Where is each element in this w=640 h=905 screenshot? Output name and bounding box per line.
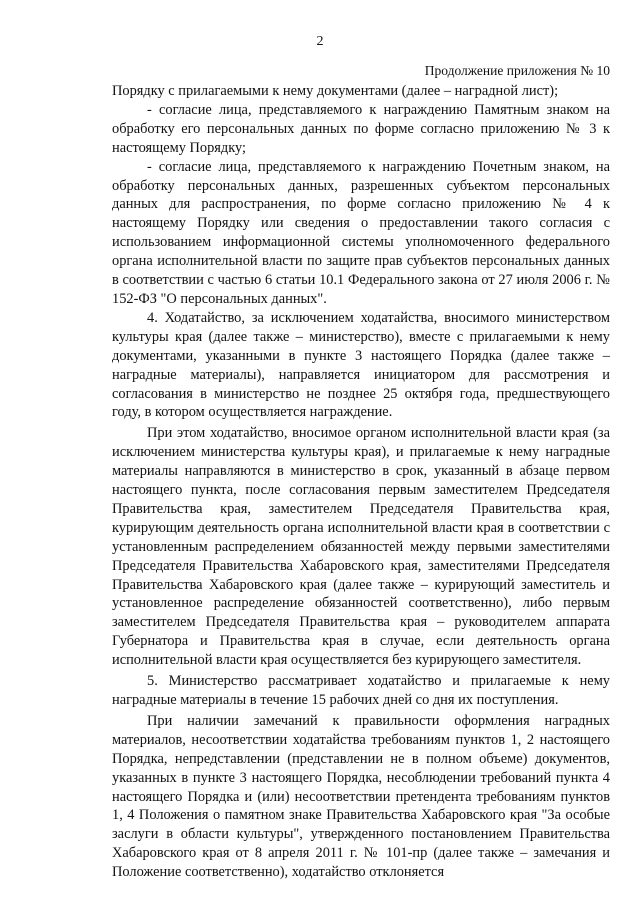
paragraph-consent-honorary-sign: - согласие лица, представляемого к награждению Почетным знаком, на обработку персональных данных, разрешенных субъектом персональных данных для распространения, по форме согласно приложению № 4 к настоящему Порядку или сведения о предоставлении такого согласия с использованием информационной системы уполномоченного федерального органа исполнительной власти по защите прав субъектов персональных данных в соответствии с частью 6 статьи 10.1 Федерального закона от 27 июля 2006 г. № 152-ФЗ "О персональных данных". <box>112 158 610 307</box>
paragraph-consent-memorial-sign: - согласие лица, представляемого к награждению Памятным знаком на обработку его персональных данных по форме согласно приложению № 3 к настоящему Порядку; <box>112 101 610 156</box>
paragraph-item-4-approval: При этом ходатайство, вносимое органом исполнительной власти края (за исключением министерства культуры края), и прилагаемые к нему наградные материалы направляются в министерство в срок, указанный в абзаце первом настоящего пункта, после согласования первым заместителем Председателя Правительства края, заместителем Председателя Правительства края, курирующим деятельность органа исполнительной власти края в соответствии с установленным распределением обязанностей между первыми заместителями Председателя Правительства Хабаровского края, заместителями Председателя Правительства Хабаровского края (далее также – курирующий заместитель и установленное распределение обязанностей соответственно), либо первым заместителем Председателя Правительства края – руководителем аппарата Губернатора и Правительства края в случае, если деятельность органа исполнительной власти края осуществляется без курирующего заместителя. <box>112 425 610 669</box>
paragraph-continuation: Порядку с прилагаемыми к нему документами (далее – наградной лист); <box>112 83 559 99</box>
appendix-continuation-note: Продолжение приложения № 10 <box>424 63 610 78</box>
paragraph-item-5-remarks: При наличии замечаний к правильности оформления наградных материалов, несоответствии ходатайства требованиям пунктов 1, 2 настоящего Порядка, непредставлении (представлении не в полном объеме) документов, указанных в пункте 3 настоящего Порядка, несоблюдении требований пункта 4 настоящего Порядка и (или) несоответствии претендента требованиям пунктов 1, 4 Положения о памятном знаке Правительства Хабаровского края "За особые заслуги в области культуры", утвержденного постановлением Правительства Хабаровского края от 8 апреля 2011 г. № 101-пр (далее также – замечания и Положение соответственно), ходатайство отклоняется <box>112 712 610 881</box>
paragraph-item-4: 4. Ходатайство, за исключением ходатайства, вносимого министерством культуры края (далее также – министерство), вместе с прилагаемыми к нему документами, указанными в пункте 3 настоящего Порядка (далее также – наградные материалы), направляется инициатором для рассмотрения и согласования в министерство не позднее 25 октября года, предшествующего году, в котором осуществляется награждение. <box>112 309 610 421</box>
document-body <box>112 82 610 882</box>
paragraph-item-5: 5. Министерство рассматривает ходатайство и прилагаемые к нему наградные материалы в течение 15 рабочих дней со дня их поступления. <box>112 673 610 708</box>
page-number: 2 <box>316 34 324 49</box>
